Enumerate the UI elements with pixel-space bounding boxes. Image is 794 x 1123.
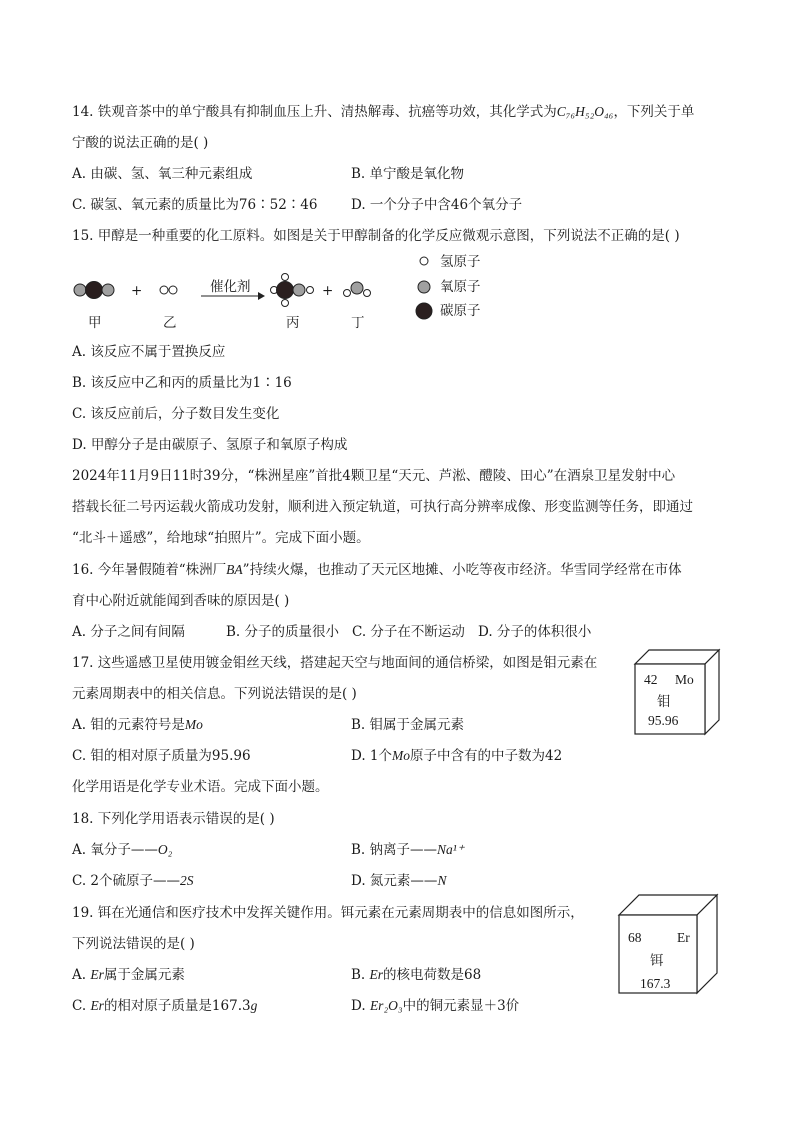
q15-stem: 15. 甲醇是一种重要的化工原料。如图是关于甲醇制备的化学反应微观示意图，下列说法不正确的是( ) <box>72 228 680 244</box>
molecule-jia <box>74 282 114 299</box>
q17-option-a-symbol: Mo <box>184 717 203 732</box>
q18-option-a <box>72 841 172 859</box>
q18-stem: 18. 下列化学用语表示错误的是( ) <box>72 811 275 827</box>
er-symbol: Er <box>677 930 690 945</box>
q17-option-d-symbol: Mo <box>392 748 411 763</box>
q19-option-b-symbol: Er <box>369 967 384 982</box>
mo-atomic-number: 42 <box>644 672 658 687</box>
legend-c-label: 碳原子 <box>440 303 481 319</box>
q17-option-a-text: A. 钼的元素符号是 <box>72 717 185 733</box>
q18-option-a-symbol: O₂ <box>157 842 173 857</box>
q15-option-a: A. 该反应不属于置换反应 <box>72 344 226 360</box>
q17-stem-line-1: 17. 这些遥感卫星使用镀金钼丝天线，搭建起天空与地面间的通信桥梁，如图是钼元素在 <box>72 655 598 671</box>
q18-option-d-symbol: N <box>437 873 447 888</box>
er-atomic-number: 68 <box>628 930 642 945</box>
molecule-ding <box>344 282 371 297</box>
q15-option-d: D. 甲醇分子是由碳原子、氢原子和氧原子构成 <box>72 437 348 453</box>
label-bing: 丙 <box>286 315 300 331</box>
mo-name: 钼 <box>657 694 671 710</box>
er-name: 铒 <box>650 953 664 969</box>
q19-option-d-symbol: Er₂O₃ <box>369 998 403 1013</box>
label-jia: 甲 <box>88 315 102 331</box>
q19-option-a-text: 属于金属元素 <box>103 967 185 983</box>
q14-stem-end: ，下列关于单 <box>613 104 695 120</box>
q16-option-d: D. 分子的体积很小 <box>478 624 592 640</box>
q14-option-b: B. 单宁酸是氧化物 <box>351 166 465 182</box>
q14-option-d: D. 一个分子中含46个氧分子 <box>351 197 523 213</box>
label-ding: 丁 <box>351 315 365 331</box>
q18-option-c <box>72 872 194 890</box>
molecule-bing <box>271 274 314 307</box>
q19-stem-line-1: 19. 铒在光通信和医疗技术中发挥关键作用。铒元素在元素周期表中的信息如图所示， <box>72 905 584 921</box>
molecule-yi <box>160 286 177 294</box>
q18-option-c-symbol: 2S <box>180 873 194 888</box>
q17-option-d <box>351 747 562 765</box>
q16-stem-line-1 <box>72 561 682 579</box>
q14-formula: C₇₆H₅₂O₄₆ <box>556 104 614 119</box>
q14-option-c: C. 碳氢、氧元素的质量比为76∶52∶46 <box>72 197 318 213</box>
q16-stem-part-c: ”持续火爆，也推动了天元区地摊、小吃等夜市经济。华雪同学经常在市体 <box>242 562 682 578</box>
q19-option-d: D. Er₂O₃中的铜元素显＋3价 <box>351 998 520 1014</box>
mo-symbol: Mo <box>675 672 694 687</box>
q19-option-c: C. Er的相对原子质量是167.3g <box>72 998 258 1014</box>
q16-stem-ba: BA <box>226 562 243 577</box>
q19-option-b-text: 的核电荷数是68 <box>383 967 482 983</box>
legend-h-label: 氢原子 <box>440 254 481 270</box>
plus-sign-1: + <box>131 283 143 299</box>
q19-option-a-symbol: Er <box>90 967 104 982</box>
q18-option-c-text: C. 2个硫原子—— <box>72 873 181 889</box>
q19-option-d-text: 中的铜元素显＋3价 <box>402 998 520 1014</box>
q18-option-d-text: D. 氮元素—— <box>351 873 438 889</box>
q17-option-d-pre: D. 1个 <box>351 748 393 764</box>
q18-option-b-text: B. 钠离子—— <box>351 842 438 858</box>
q16-option-c: C. 分子在不断运动 <box>352 624 465 640</box>
q17-option-d-post: 原子中含有的中子数为42 <box>410 748 563 764</box>
er-atomic-mass: 167.3 <box>640 976 671 991</box>
q14-stem-text: 14. 铁观音茶中的单宁酸具有抑制血压上升、清热解毒、抗癌等功效，其化学式为 <box>72 104 557 120</box>
q19-option-c-unit: g <box>250 998 258 1013</box>
catalyst-label: 催化剂 <box>210 279 251 295</box>
q18-option-d <box>351 872 446 890</box>
q17-option-c: C. 钼的相对原子质量为95.96 <box>72 748 251 764</box>
q19-option-c-symbol: Er <box>90 998 104 1013</box>
q14-stem-line-1 <box>72 103 694 121</box>
q17-stem-line-2: 元素周期表中的相关信息。下列说法错误的是( ) <box>72 686 357 702</box>
q17-option-a <box>72 716 203 734</box>
label-yi: 乙 <box>163 315 177 331</box>
q14-stem-line-2: 宁酸的说法正确的是( ) <box>72 135 209 151</box>
mo-atomic-mass: 95.96 <box>648 713 679 728</box>
legend-o-label: 氧原子 <box>440 279 481 295</box>
q19-option-b: B. Er的核电荷数是68 <box>351 967 482 983</box>
q18-option-b-symbol: Na¹⁺ <box>437 842 464 857</box>
q16-option-a: A. 分子之间有间隔 <box>72 624 185 640</box>
q19-option-a: A. Er属于金属元素 <box>72 967 185 983</box>
passage-line-1: 2024年11月9日11时39分，“株洲星座”首批4颗卫星“天元、芦淞、醴陵、田心”在酒泉卫星发射中心 <box>72 468 676 484</box>
q19-option-c-text: 的相对原子质量是167.3 <box>103 998 251 1014</box>
legend-c-atom <box>416 303 432 319</box>
q18-option-a-text: A. 氧分子—— <box>72 842 158 858</box>
passage-line-3: “北斗＋遥感”，给地球“拍照片”。完成下面小题。 <box>72 530 370 546</box>
plus-sign-2: + <box>322 283 334 299</box>
q17-option-b: B. 钼属于金属元素 <box>351 717 465 733</box>
q16-option-b: B. 分子的质量很小 <box>226 624 340 640</box>
q15-option-b: B. 该反应中乙和丙的质量比为1∶16 <box>72 375 292 391</box>
q18-option-b <box>351 841 464 859</box>
q19-stem-line-2: 下列说法错误的是( ) <box>72 936 195 952</box>
legend-h-atom <box>420 257 428 265</box>
legend-o-atom <box>418 281 430 293</box>
q16-stem-line-2: 育中心附近就能闻到香味的原因是( ) <box>72 593 290 609</box>
q14-option-a: A. 由碳、氢、氧三种元素组成 <box>72 166 253 182</box>
q15-option-c: C. 该反应前后，分子数目发生变化 <box>72 406 280 422</box>
passage-line-2: 搭载长征二号丙运载火箭成功发射，顺利进入预定轨道，可执行高分辨率成像、形变监测等任务，即通过 <box>72 499 693 515</box>
q16-stem-part-a: 16. 今年暑假随着“株洲厂 <box>72 562 227 578</box>
intro-18: 化学用语是化学专业术语。完成下面小题。 <box>72 779 329 795</box>
